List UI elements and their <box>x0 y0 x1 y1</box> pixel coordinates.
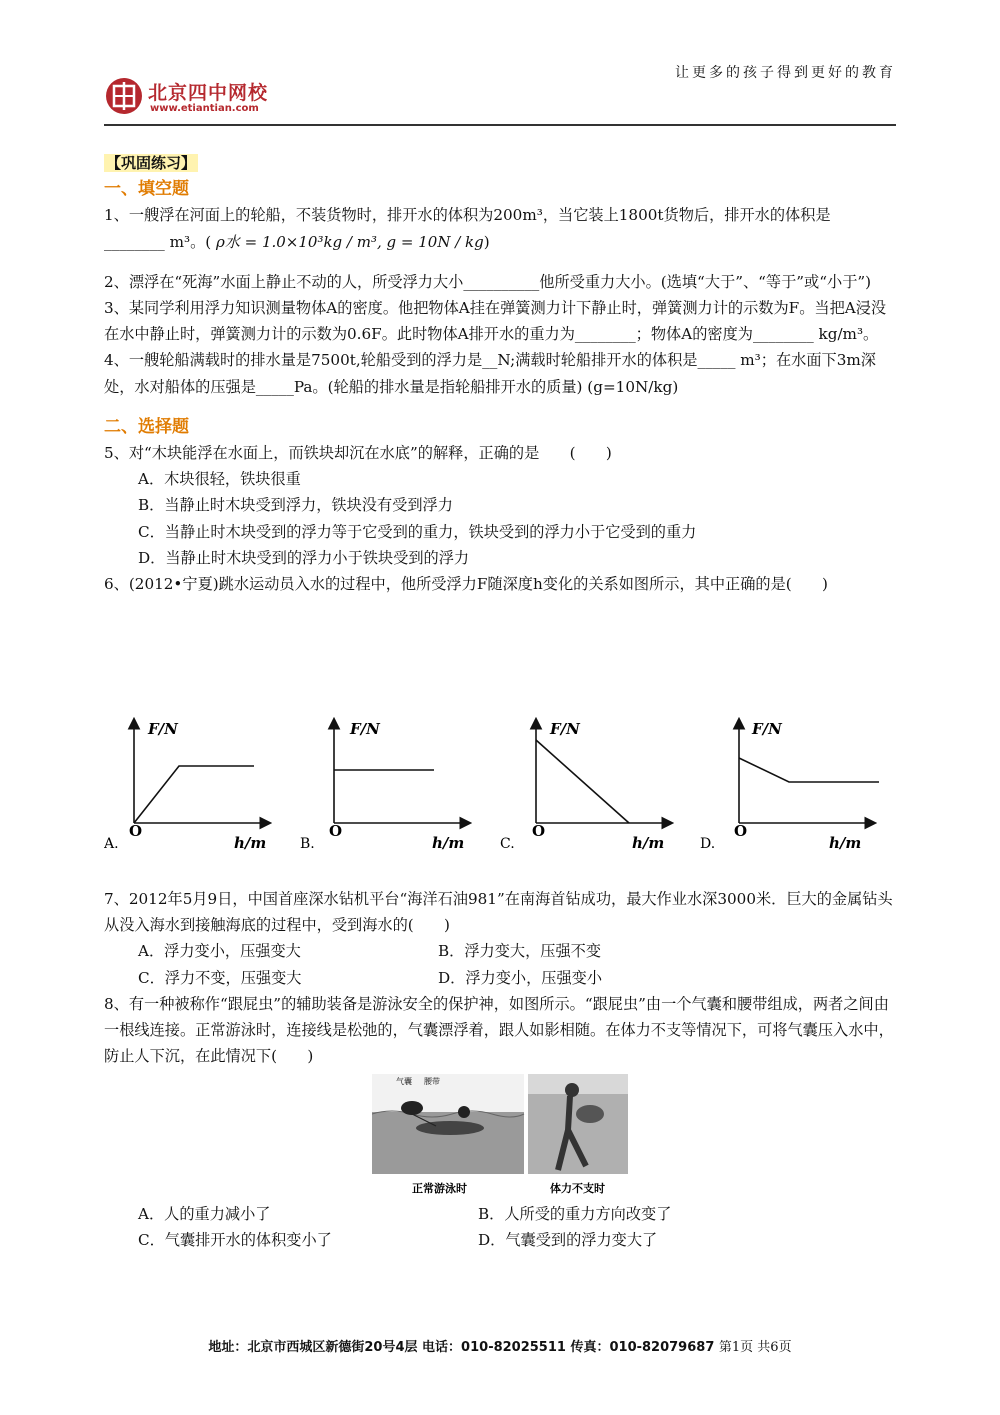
question-5-stem: 5、对“木块能浮在水面上，而铁块却沉在水底”的解释，正确的是 ( ) <box>104 444 612 463</box>
graph-a-label: A. <box>104 836 119 852</box>
document-body-2 <box>104 886 896 1069</box>
graph-c <box>500 720 671 852</box>
graph-d-origin: O <box>734 822 748 840</box>
q7-options-row1 <box>104 938 896 964</box>
question-1 <box>104 202 896 254</box>
question-2: 2、漂浮在“死海”水面上静止不动的人，所受浮力大小__________他所受重力大小。(选填“大于”、“等于”或“小于”) <box>104 272 872 291</box>
graph-b <box>300 720 469 852</box>
graph-b-xlabel: h/m <box>432 834 465 852</box>
q7-option-d: D．浮力变小，压强变小 <box>438 968 603 987</box>
question-4: 4、一艘轮船满载时的排水量是7500t,轮船受到的浮力是__N;满载时轮船排开水的体积是_____ m³；在水面下3m深处，水对船体的压强是_____Pa。(轮船的排水量是指轮船排开水的质量) (g=10N/kg) <box>104 351 876 396</box>
graph-c-origin: O <box>532 822 546 840</box>
q5-option-d: D．当静止时木块受到的浮力小于铁块受到的浮力 <box>138 548 470 567</box>
question-3: 3、某同学利用浮力知识测量物体A的密度。他把物体A挂在弹簧测力计下静止时，弹簧测力计的示数为F。当把A浸没在水中静止时，弹簧测力计的示数为0.6F。此时物体A排开水的重力为________；物体A的密度为________ kg/m³。 <box>104 299 887 344</box>
q7-options-row2 <box>104 965 896 991</box>
section-label: 【巩固练习】 <box>106 154 197 172</box>
graph-c-ylabel: F/N <box>550 720 580 738</box>
caption-tired: 体力不支时 <box>550 1182 605 1195</box>
q7-option-b: B．浮力变大，压强不变 <box>438 942 602 961</box>
q8-option-a: A．人的重力减小了 <box>138 1205 271 1223</box>
q1-formula-g: , g = 10N / kg <box>376 232 484 251</box>
graph-b-origin: O <box>329 822 343 840</box>
document-body <box>104 150 896 597</box>
question-8-stem: 8、有一种被称作“跟屁虫”的辅助装备是游泳安全的保护神，如图所示。“跟屁虫”由一个气囊和腰带组成，两者之间由一根线连接。正常游泳时，连接线是松弛的，气囊漂浮着，跟人如影相随。在体力不支等情况下，可将气囊压入水中，防止人下沉，在此情况下( ) <box>104 994 894 1066</box>
q8-option-d: D．气囊受到的浮力变大了 <box>478 1231 658 1250</box>
logo-text: 北京四中网校 <box>148 82 269 104</box>
question-6-stem: 6、(2012•宁夏)跳水运动员入水的过程中，他所受浮力F随深度h变化的关系如图所示，其中正确的是( ) <box>104 575 828 594</box>
q8-options <box>104 1201 896 1253</box>
q6-graphs <box>104 708 896 858</box>
graph-a-ylabel: F/N <box>148 720 178 738</box>
label-belt: 腰带 <box>424 1077 440 1086</box>
label-airbag: 气囊 <box>396 1077 412 1086</box>
section1-title: 一、填空题 <box>104 179 189 200</box>
section2-title: 二、选择题 <box>104 416 189 437</box>
header-divider <box>104 124 896 126</box>
graph-a <box>104 720 269 852</box>
graph-d <box>700 720 879 852</box>
q1-unit: m³。( <box>164 232 212 251</box>
graph-a-origin: O <box>129 822 143 840</box>
q5-option-b: B．当静止时木块受到浮力，铁块没有受到浮力 <box>138 496 453 515</box>
q1-text: 1、一艘浮在河面上的轮船，不装货物时，排开水的体积为200m³，当它装上1800t货物后，排开水的体积是 <box>104 206 831 225</box>
q5-option-a: A．木块很轻，铁块很重 <box>138 470 301 489</box>
q8-options-row2 <box>104 1227 896 1253</box>
logo-url: www.etiantian.com <box>150 103 259 114</box>
graph-c-xlabel: h/m <box>632 834 665 852</box>
graph-b-label: B. <box>300 836 315 852</box>
graph-b-ylabel: F/N <box>350 720 380 738</box>
page-footer <box>0 1336 1000 1355</box>
q7-option-c: C．浮力不变，压强变大 <box>138 968 302 987</box>
page-number: 第1页 共6页 <box>718 1340 792 1355</box>
q5-option-c: C．当静止时木块受到的浮力等于它受到的重力，铁块受到的浮力小于它受到的重力 <box>138 522 697 541</box>
q8-illustration <box>372 1074 628 1196</box>
graph-d-label: D. <box>700 836 716 852</box>
graph-a-xlabel: h/m <box>234 834 267 852</box>
header-slogan: 让更多的孩子得到更好的教育 <box>675 65 896 81</box>
q1-end: ) <box>483 232 490 251</box>
q1-blank: ________ <box>104 232 165 251</box>
graph-c-label: C. <box>500 836 515 852</box>
q8-options-row1 <box>104 1201 896 1227</box>
question-7-stem: 7、2012年5月9日，中国首座深水钻机平台“海洋石油981”在南海首钻成功，最大作业水深3000米．巨大的金属钻头从没入海水到接触海底的过程中，受到海水的( ) <box>104 890 893 935</box>
graph-d-ylabel: F/N <box>752 720 782 738</box>
graph-d-xlabel: h/m <box>829 834 862 852</box>
footer-address: 地址：北京市西城区新德街20号4层 电话：010-82025511 传真：010-82079687 <box>208 1340 715 1355</box>
q8-option-b: B．人所受的重力方向改变了 <box>478 1205 672 1223</box>
q1-formula-density: ρ水 = 1.0×10³kg / m³ <box>216 232 377 251</box>
caption-normal: 正常游泳时 <box>412 1182 467 1195</box>
logo <box>104 74 284 120</box>
q8-option-c: C．气囊排开水的体积变小了 <box>138 1231 332 1250</box>
q7-option-a: A．浮力变小，压强变大 <box>138 942 301 961</box>
